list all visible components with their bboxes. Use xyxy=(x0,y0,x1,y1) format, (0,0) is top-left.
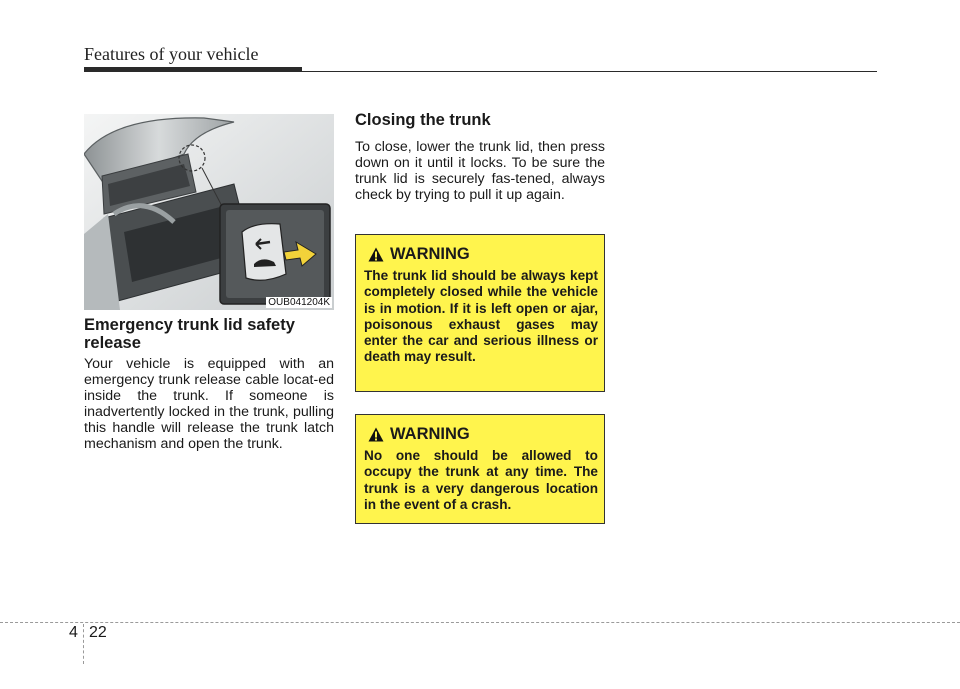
warning-text: No one should be allowed to occupy the trunk at any time. The trunk is a very dangerous location in the event of a crash. xyxy=(364,448,598,512)
closing-trunk-body: To close, lower the trunk lid, then press down on it until it locks. To be sure the trunk lid is securely fas-tened, always check by trying to pull it up again. xyxy=(355,139,605,203)
page-number: 22 xyxy=(89,624,107,641)
emergency-release-body: Your vehicle is equipped with an emergency trunk release cable locat-ed inside the trunk. If someone is inadvertently locked in the trunk, pulling this handle will release the trunk latch mechanism and open the trunk. xyxy=(84,356,334,452)
figure-code: OUB041204K xyxy=(268,297,330,308)
header-rule-thin xyxy=(300,71,877,72)
trunk-interior-illustration xyxy=(84,114,334,310)
warning-header xyxy=(368,245,598,264)
warning-title: WARNING xyxy=(390,425,470,443)
chapter-number: 4 xyxy=(69,624,78,641)
footer-divider xyxy=(83,624,84,664)
footer-rule xyxy=(0,622,960,623)
warning-box-occupy-trunk xyxy=(355,414,605,524)
emergency-release-heading: Emergency trunk lid safety release xyxy=(84,316,295,352)
trunk-release-photo xyxy=(84,114,334,310)
closing-trunk-heading: Closing the trunk xyxy=(355,111,491,129)
warning-title: WARNING xyxy=(390,245,470,263)
header-rule-thick xyxy=(84,67,302,72)
warning-triangle-icon xyxy=(368,247,384,262)
page-header-title: Features of your vehicle xyxy=(84,44,259,64)
warning-box-trunk-lid xyxy=(355,234,605,392)
warning-header xyxy=(368,425,598,444)
warning-triangle-icon xyxy=(368,427,384,442)
warning-text: The trunk lid should be always kept completely closed while the vehicle is in motion. If it is left open or ajar, poisonous exhaust gases may enter the car and serious illness or death may result. xyxy=(364,268,598,365)
